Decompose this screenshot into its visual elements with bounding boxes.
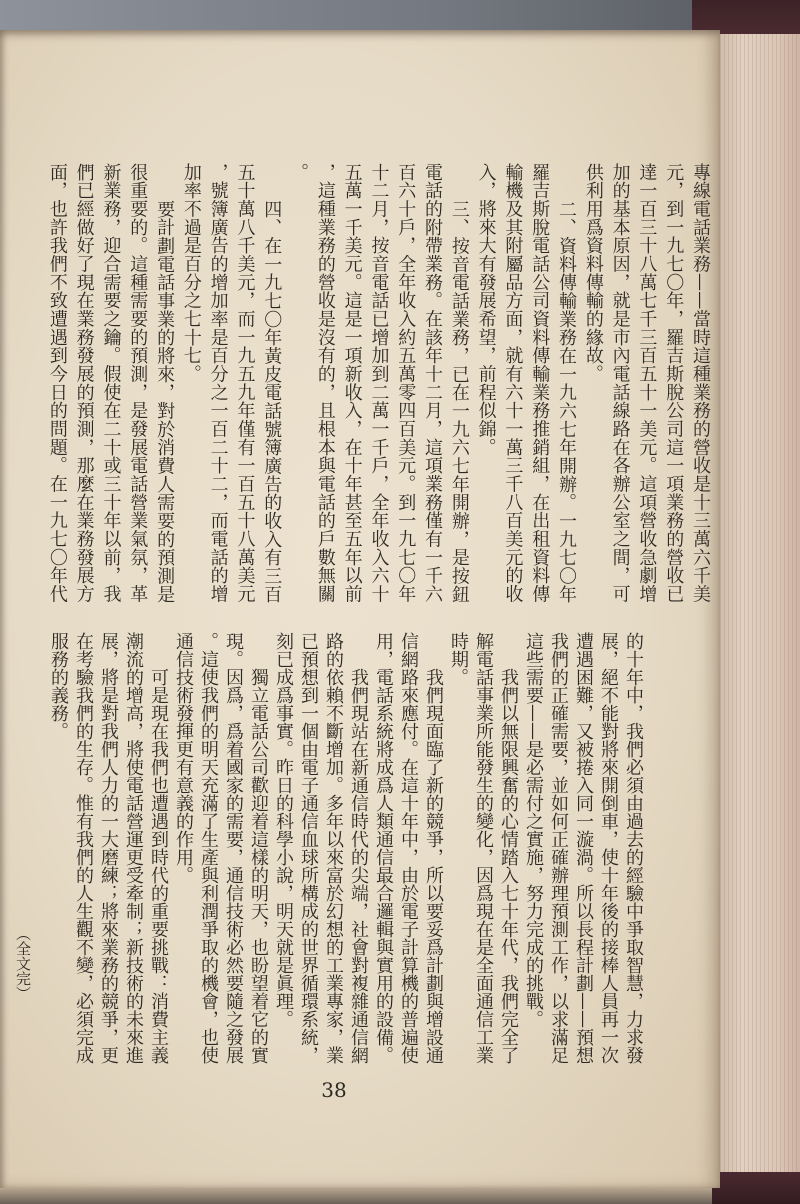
text-column: 專線電話業務——當時這種業務的營收是十三萬六千美 — [690, 163, 711, 603]
text-column: 這些需要——是必需付之實施，努力完成的挑戰。 — [523, 632, 544, 1028]
text-column: 面，也許我們不致遭遇到今日的問題。在一九七〇年代 — [46, 163, 68, 603]
text-column: 通信技術發揮更有意義的作用。 — [173, 632, 194, 884]
text-column: 五十萬八千美元，而一九五九年僅有一百五十八萬美元 — [234, 163, 256, 603]
text-column: ，這種業務的營收是沒有的，且根本與電話的戶數無關 — [314, 163, 336, 603]
text-column: 四、在一九七〇年黃皮電話號簿廣告的收入有三百 — [261, 199, 283, 603]
text-column: 我們現站在新通信時代的尖端，社會對複雜通信網 — [348, 668, 369, 1064]
text-column: 要計劃電話事業的將來，對於消費人需要的預測是 — [154, 199, 176, 603]
paragraph — [171, 632, 271, 1072]
text-column: 用，電話系統將成爲人類通信最合邏輯與實用的設備。 — [373, 632, 394, 1064]
paragraph — [284, 163, 472, 611]
paragraph — [579, 163, 713, 611]
text-column: 百六十戶，全年收入約五萬零四百美元。到一九七〇年 — [395, 163, 417, 603]
text-column: 元，到一九七〇年，羅吉斯脫公司這一項業務的營收已 — [663, 163, 685, 603]
text-column: 路的依賴不斷增加。多年以來富於幻想的工業專家，業 — [323, 632, 344, 1064]
text-column: 加率不過是百分之七十七。 — [180, 163, 202, 383]
text-column: 很重要的。這種需要的預測，是發展電話營業氣氛，革 — [127, 163, 149, 603]
page-fore-edge — [712, 34, 800, 1174]
paragraph — [472, 163, 579, 611]
top-text-block — [43, 163, 713, 611]
text-column: 可是現在我們也遭遇到時代的重要挑戰：消費主義 — [148, 668, 169, 1064]
text-column: 加的基本原因，就是市內電話線路在各辦公室之間，可 — [609, 163, 631, 603]
text-column: ，號簿廣告的增加率是百分之一百二十二，而電話的增 — [207, 163, 229, 603]
text-column: 我們現面臨了新的競爭，所以要妥爲計劃與增設通 — [423, 668, 444, 1064]
text-column: 們已經做好了現在業務發展的預測，那麼在業務發展方 — [73, 163, 95, 603]
text-column: 在考驗我們的生存。惟有我們的人生觀不變，必須完成 — [73, 632, 94, 1064]
text-column: 服務的義務。 — [48, 632, 69, 740]
text-column: 輸機及其附屬品方面，就有六十一萬三千八百美元的收 — [502, 163, 524, 603]
text-column: 二、資料傳輸業務在一九六七年開辦。一九七〇年 — [556, 199, 578, 603]
text-column: 時期。 — [448, 632, 469, 686]
paragraph — [43, 163, 177, 611]
text-column: 我們的正確需要，並如何正確辦理預測工作，以求滿足 — [548, 632, 569, 1064]
text-column: 獨立電話公司歡迎着這樣的明天，也盼望着它的實 — [248, 668, 269, 1064]
text-column: 三、按音電話業務，已在一九六七年開辦，是按鈕 — [448, 199, 470, 603]
paragraph — [371, 632, 446, 1072]
text-column: 入，將來大有發展希望，前程似錦。 — [475, 163, 497, 457]
book-cover-edge-bottom — [706, 1172, 800, 1204]
page-number: 38 — [321, 1078, 347, 1102]
text-column: 十二月，按音電話已增加到二萬一千戶，全年收入六十 — [368, 163, 390, 603]
bottom-text-block — [46, 632, 646, 1072]
paragraph — [271, 632, 371, 1072]
page-bottom-shadow — [0, 1188, 712, 1204]
paragraph — [521, 632, 646, 1072]
paragraph — [46, 632, 171, 1072]
text-column: 我們以無限興奮的心情踏入七十年代，我們完全了 — [498, 668, 519, 1064]
text-column: 新業務，迎合需要之鑰。假使在二十或三十年以前，我 — [100, 163, 122, 603]
text-column: 展，將是對我們人力的一大磨練；將來業務的競爭，更 — [98, 632, 119, 1064]
text-column: 現。因爲，爲着國家的需要，通信技術必然要隨之發展 — [223, 632, 244, 1064]
text-column: 解電話事業所能發生的變化，因爲現在是全面通信工業 — [473, 632, 494, 1064]
text-column: 展，絕不能對將來開倒車，使十年後的接棒人員再一次 — [598, 632, 619, 1064]
text-column: 羅吉斯脫電話公司資料傳輸業務推銷組，在出租資料傳 — [529, 163, 551, 603]
text-column: 信網路來應付。在這十年中，由於電子計算機的普遍使 — [398, 632, 419, 1064]
paragraph — [177, 163, 284, 611]
text-column: 達一百三十八萬七千三百五十一美元。這項營收急劇增 — [636, 163, 658, 603]
text-column: 的十年中，我們必須由過去的經驗中爭取智慧，力求發 — [623, 632, 644, 1064]
end-mark: （全文完） — [14, 926, 32, 1001]
text-column: 遭遇困難，又被捲入同一漩渦。所以長程計劃——預想 — [573, 632, 594, 1064]
text-column: 潮流的增高，將使電話營運更受牽制；新技術的未來進 — [123, 632, 144, 1064]
text-column: 已預想到一個由電子通信血球所構成的世界循環系統， — [298, 632, 319, 1064]
text-column: 刻已成爲事實。昨日的科學小說，明天就是眞理。 — [273, 632, 294, 1028]
text-column: 五萬一千美元。這是一項新收入，在十年甚至五年以前 — [341, 163, 363, 603]
text-column: 。 — [288, 163, 310, 182]
text-column: 電話的附帶業務。在該年十二月，這項業務僅有一千六 — [422, 163, 444, 603]
text-column: 供利用爲資料傳輸的緣故。 — [582, 163, 604, 383]
text-column: 。這使我們的明天充滿了生產與利潤爭取的機會，也使 — [198, 632, 219, 1064]
paragraph — [446, 632, 521, 1072]
